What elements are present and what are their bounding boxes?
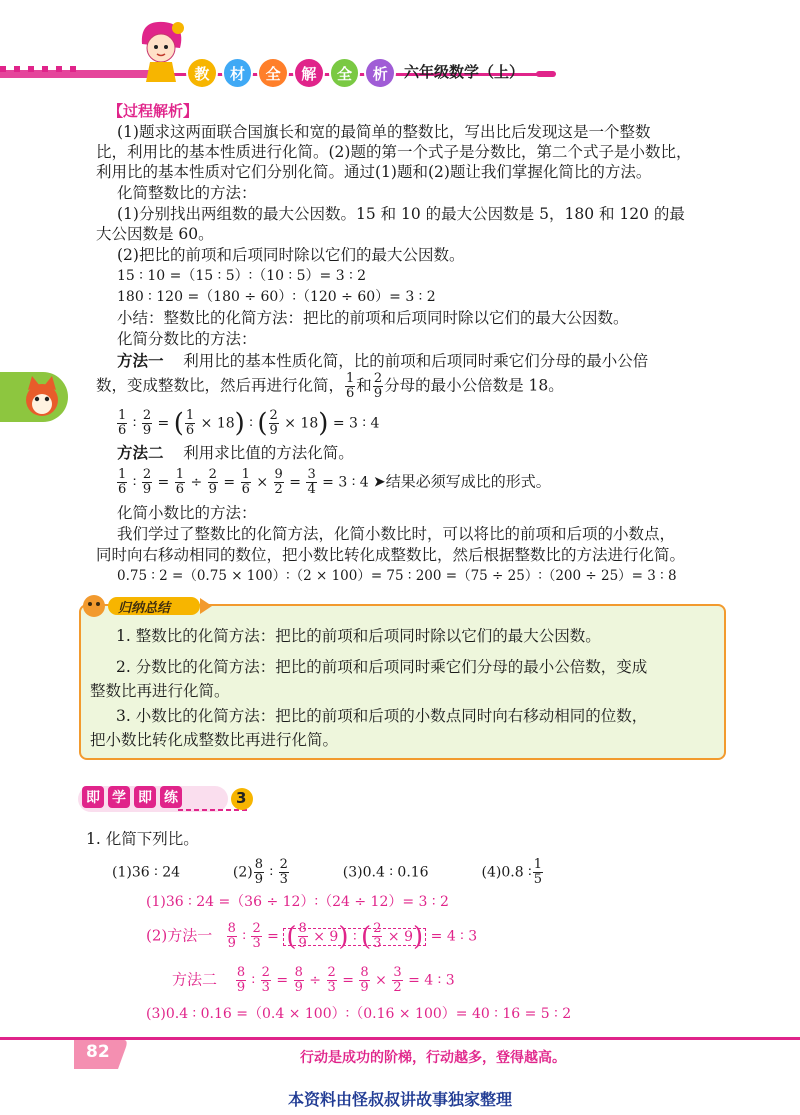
method1-equation: $\frac{1}{6}$ ∶ $\frac{2}{9}$ = ( $\frac{1}{6}$ × 18) ∶ ( $\frac{2}{9}$ × 18) = 3 ∶ 4 bbox=[118, 408, 380, 439]
method2-line bbox=[117, 443, 354, 463]
header-title-char: 教 bbox=[186, 57, 218, 89]
summary-item-1: 1. 整数比的化简方法：把比的前项和后项同时除以它们的最大公因数。 bbox=[116, 627, 601, 645]
header-title-char: 解 bbox=[293, 57, 325, 89]
header-title bbox=[186, 57, 396, 87]
footer-motto: 行动是成功的阶梯，行动越多，登得越高。 bbox=[300, 1050, 566, 1066]
fraction-2-9: $\frac{2}{9}$ bbox=[373, 371, 383, 401]
question-1-items: (1)36 ∶ 24 (2) $\frac{8}{9}$ ∶ $\frac{2}{3}$ (3)0.4 ∶ 0.16 (4)0.8 ∶ $\frac{1}{5}$ bbox=[112, 857, 542, 887]
header-bar bbox=[0, 66, 800, 80]
practice-banner-char: 学 bbox=[108, 786, 130, 808]
method2-note: ➤结果必须写成比的形式。 bbox=[373, 472, 551, 491]
header-subtitle: 六年级数学（上） bbox=[404, 63, 525, 81]
question-1: 1. 化简下列比。 bbox=[86, 830, 199, 848]
header-title-char: 全 bbox=[257, 57, 289, 89]
header-title-char: 全 bbox=[329, 57, 361, 89]
dec-title: 化简小数比的方法： bbox=[117, 504, 257, 522]
answer-1: (1)36 ∶ 24 =（36 ÷ 12）∶（24 ÷ 12）= 3 ∶ 2 bbox=[146, 894, 449, 910]
answer-2-method2: 方法二 $\frac{8}{9}$ ∶ $\frac{2}{3}$ = $\frac{8}{9}$ ÷ $\frac{2}{3}$ = $\frac{8}{9}$ × $\frac{3}{2}$ = 4 ∶ 3 bbox=[172, 965, 455, 995]
frac-title: 化简分数比的方法： bbox=[117, 330, 257, 348]
summary-item-2a: 2. 分数比的化简方法：把比的前项和后项同时乘它们分母的最小公倍数，变成 bbox=[116, 658, 648, 676]
header-decoration bbox=[0, 66, 800, 86]
summary-item-2b: 整数比再进行化简。 bbox=[90, 682, 230, 700]
answer-3: (3)0.4 ∶ 0.16 =（0.4 × 100）∶（0.16 × 100）= 40 ∶ 16 = 5 ∶ 2 bbox=[146, 1006, 572, 1022]
fraction-1-6: $\frac{1}{6}$ bbox=[346, 371, 355, 401]
method2-equation: $\frac{1}{6}$ ∶ $\frac{2}{9}$ = $\frac{1}{6}$ ÷ $\frac{2}{9}$ = $\frac{1}{6}$ × $\frac{9}{2}$ = $\frac{3}{4}$ = 3 ∶ 4 ➤结果必须写成比的形式。 bbox=[118, 467, 551, 497]
dec-a: 我们学过了整数比的化简方法，化简小数比时，可以将比的前项和后项的小数点， bbox=[117, 525, 676, 543]
int-step1a: (1)分别找出两组数的最大公因数。15 和 10 的最大公因数是 5，180 和 120 的最 bbox=[117, 205, 685, 223]
header-title-char: 析 bbox=[364, 57, 396, 89]
method1-text: 利用比的基本性质化简，比的前项和后项同时乘它们分母的最小公倍 bbox=[183, 352, 649, 370]
header-title-char: 材 bbox=[222, 57, 254, 89]
int-step1b: 大公因数是 60。 bbox=[96, 225, 214, 243]
summary-item-3b: 把小数比转化成整数比再进行化简。 bbox=[90, 731, 339, 749]
method1-line bbox=[117, 351, 648, 371]
footer-credit: 本资料由怪叔叔讲故事独家整理 bbox=[287, 1090, 512, 1109]
method2-text: 利用求比值的方法化简。 bbox=[183, 444, 354, 462]
dec-b: 同时向右移动相同的数位，把小数比转化成整数比，然后根据整数比的方法进行化简。 bbox=[96, 546, 686, 564]
practice-banner bbox=[78, 784, 268, 816]
practice-number: 3 bbox=[236, 789, 247, 807]
analysis-p1a: (1)题求这两面联合国旗长和宽的最简单的整数比，写出比后发现这是一个整数 bbox=[117, 123, 651, 141]
mascot-girl-icon bbox=[130, 14, 190, 84]
analysis-tag: 【过程解析】 bbox=[108, 102, 199, 120]
int-eq2: 180 ∶ 120 =（180 ÷ 60）∶（120 ÷ 60）= 3 ∶ 2 bbox=[117, 289, 436, 305]
analysis-p1b: 比，利用比的基本性质进行化简。(2)题的第一个式子是分数比，第二个式子是小数比， bbox=[96, 143, 692, 161]
method1-line2: 数，变成整数比，然后再进行化简， $\frac{1}{6}$ 和 $\frac{2}{9}$ 分母的最小公倍数是 18。 bbox=[96, 371, 564, 401]
int-title: 化简整数比的方法： bbox=[117, 184, 257, 202]
int-step2: (2)把比的前项和后项同时除以它们的最大公因数。 bbox=[117, 246, 465, 264]
side-tab bbox=[0, 372, 68, 422]
answer-2-method1: (2)方法一 $\frac{8}{9}$ ∶ $\frac{2}{3}$ = ( $\frac{8}{9}$ × 9) ∶ ( $\frac{2}{3}$ × 9) = 4 ∶ 3 bbox=[146, 921, 478, 952]
practice-banner-char: 即 bbox=[134, 786, 156, 808]
practice-banner-char: 练 bbox=[160, 786, 182, 808]
summary-item-3a: 3. 小数比的化简方法：把比的前项和后项的小数点同时向右移动相同的位数， bbox=[116, 707, 648, 725]
int-eq1: 15 ∶ 10 =（15 ∶ 5）∶（10 ∶ 5）= 3 ∶ 2 bbox=[117, 268, 367, 284]
method2-label: 方法二 bbox=[117, 444, 164, 462]
summary-tag: 归纳总结 bbox=[80, 592, 220, 620]
practice-banner-char: 即 bbox=[82, 786, 104, 808]
analysis-p1c: 利用比的基本性质对它们分别化简。通过(1)题和(2)题让我们掌握化简比的方法。 bbox=[96, 163, 652, 181]
int-summary: 小结：整数比的化简方法：把比的前项和后项同时除以它们的最大公因数。 bbox=[117, 309, 629, 327]
page-number: 82 bbox=[86, 1042, 110, 1062]
method1-label: 方法一 bbox=[117, 352, 164, 370]
fox-mascot-icon bbox=[18, 374, 68, 424]
dec-equation: 0.75 ∶ 2 =（0.75 × 100）∶（2 × 100）= 75 ∶ 200 =（75 ÷ 25）∶（200 ÷ 25）= 3 ∶ 8 bbox=[117, 568, 677, 584]
